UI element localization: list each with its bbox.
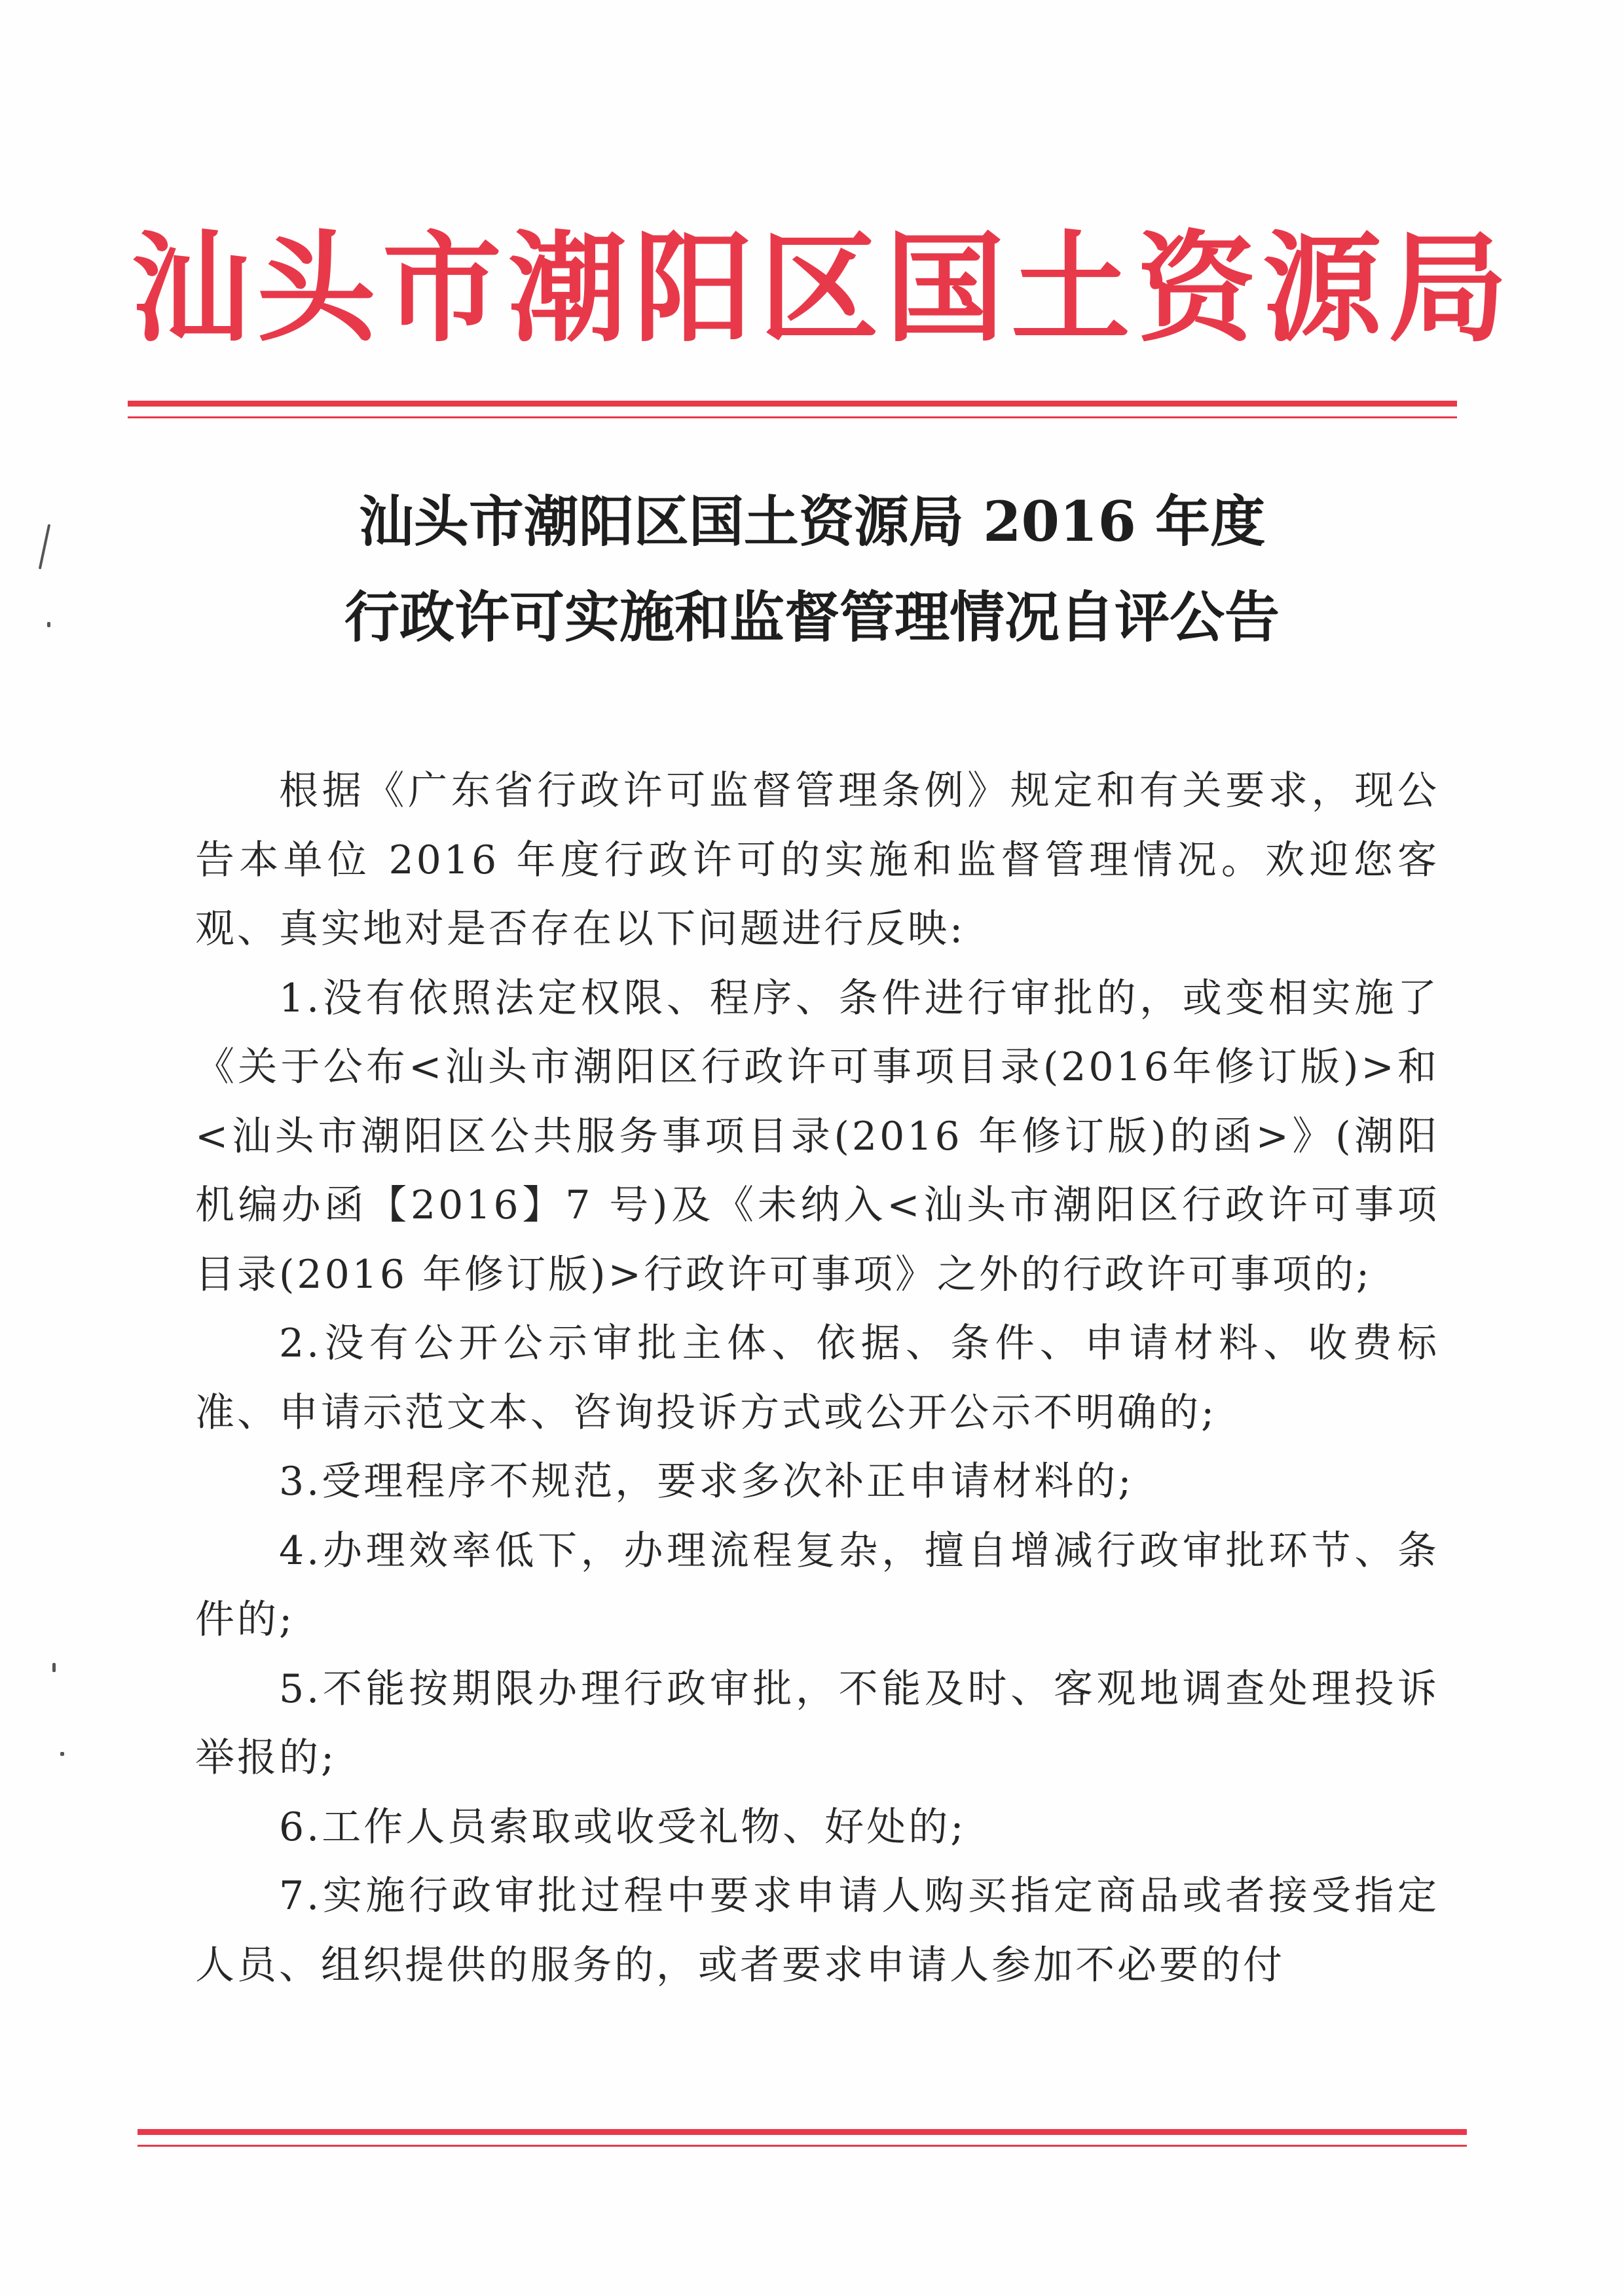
paragraph-item-5: 5.不能按期限办理行政审批，不能及时、客观地调查处理投诉举报的;: [195, 1666, 1439, 1781]
document-title-line1: 汕头市潮阳区国土资源局 2016 年度: [358, 489, 1266, 554]
document-body: [195, 757, 1439, 2000]
paragraph-item-3: 3.受理程序不规范，要求多次补正申请材料的;: [279, 1459, 1134, 1504]
footer-rule-thin: [138, 2145, 1467, 2147]
letterhead-rule-thin: [128, 416, 1457, 418]
paragraph-item-4: 4.办理效率低下，办理流程复杂，擅自增减行政审批环节、条件的;: [195, 1527, 1439, 1643]
scan-speck: [47, 622, 50, 627]
scan-speck: [60, 1752, 64, 1756]
paragraph-item-1: 1.没有依照法定权限、程序、条件进行审批的，或变相实施了《关于公布<汕头市潮阳区行政许可事项目录(2016年修订版)>和<汕头市潮阳区公共服务事项目录(2016 年修订版)的函>》(潮阳机编办函【2016】7 号)及《未纳入<汕头市潮阳区行政许可事项目录(2016 年修订版)>行政许可事项》之外的行政许可事项的;: [195, 975, 1439, 1298]
paragraph-intro: 根据《广东省行政许可监督管理条例》规定和有关要求，现公告本单位 2016 年度行政许可的实施和监督管理情况。欢迎您客观、真实地对是否存在以下问题进行反映:: [195, 768, 1439, 952]
letterhead-rule-thick: [128, 401, 1457, 407]
paragraph-item-6: 6.工作人员索取或收受礼物、好处的;: [279, 1804, 967, 1850]
scan-speck: [52, 1663, 56, 1672]
document-title-line2: 行政许可实施和监督管理情况自评公告: [344, 585, 1280, 649]
paragraph-item-2: 2.没有公开公示审批主体、依据、条件、申请材料、收费标准、申请示范文本、咨询投诉方式或公开公示不明确的;: [195, 1321, 1439, 1436]
paragraph-item-7: 7.实施行政审批过程中要求申请人购买指定商品或者接受指定人员、组织提供的服务的，或者要求申请人参加不必要的付: [195, 1873, 1439, 1988]
letterhead-title: 汕头市潮阳区国土资源局: [131, 218, 1514, 358]
scan-speck: [39, 524, 50, 569]
footer-rule-thick: [138, 2129, 1467, 2135]
